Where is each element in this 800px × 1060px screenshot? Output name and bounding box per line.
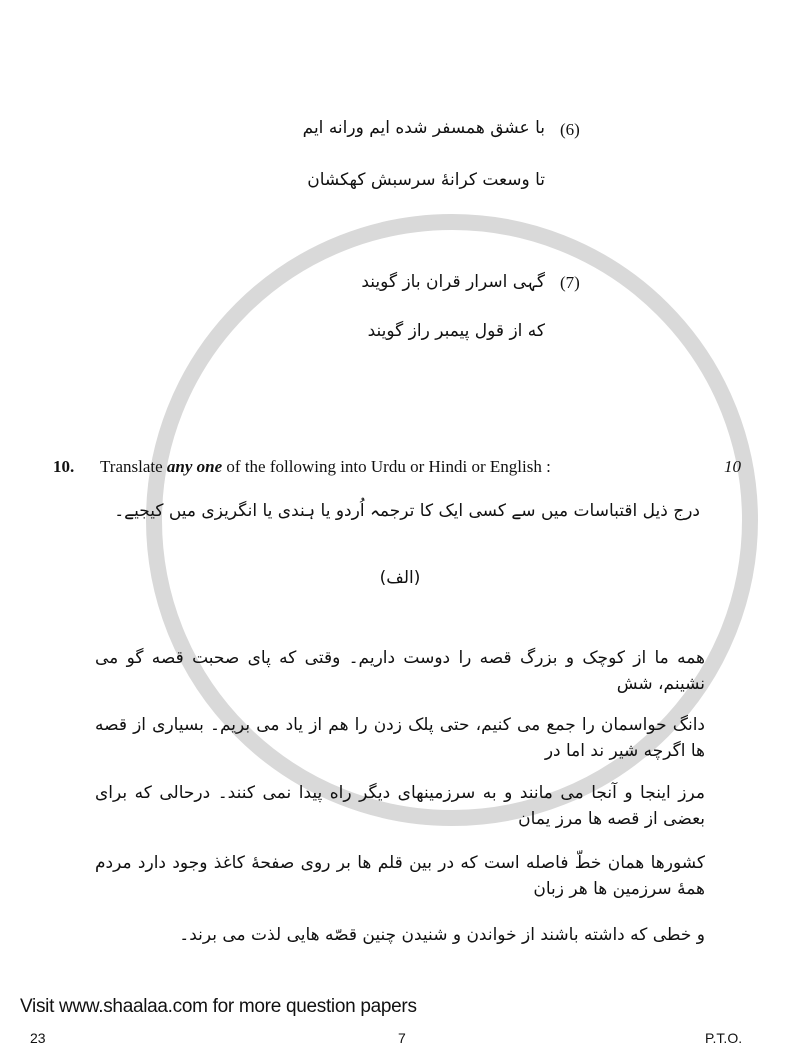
couplet-line: گہی اسرار قران باز گویند [361, 272, 545, 292]
page-number: 7 [398, 1030, 406, 1046]
passage-line: و خطی که داشته باشند از خواندن و شنیدن چنین قصّه هایی لذت می برند۔ [179, 925, 705, 945]
couplet-number: (6) [560, 120, 580, 139]
section-label: (الف) [379, 568, 421, 588]
passage-line: کشورها همان خطّ فاصله است که در بین قلم ها بر روی صفحهٔ کاغذ وجود دارد مردم همهٔ سرزمین ها هر زبان [95, 853, 705, 899]
passage-line: دانگ حواسمان را جمع می کنیم، حتی پلک زدن را هم از یاد می بریم۔ بسیاری از قصه ها اگرچه شیر ند اما در [95, 715, 705, 761]
question-text [100, 457, 551, 477]
passage-line: همه ما از کوچک و بزرگ قصه را دوست داریم۔ وقتی که پای صحبت قصه گو می نشینم، شش [95, 648, 705, 694]
couplet-number: (7) [560, 273, 580, 292]
question-number: 10. [53, 457, 75, 476]
shaalaa-link[interactable]: Visit www.shaalaa.com for more question papers [20, 996, 417, 1017]
couplet-line: با عشق همسفر شده ایم ورانه ایم [302, 118, 545, 138]
question-text-part: of the following into Urdu or Hindi or English : [222, 457, 551, 476]
pto-label: P.T.O. [705, 1030, 743, 1046]
question-text-part: Translate [100, 457, 167, 476]
couplet-line: که از قول پیمبر راز گویند [367, 321, 545, 341]
urdu-instruction: درج ذیل اقتباسات میں سے کسی ایک کا ترجمہ اُردو یا ہندی یا انگریزی میں کیجیے۔ [114, 501, 700, 521]
passage-line: مرز اینجا و آنجا می مانند و به سرزمینهای دیگر راه پیدا نمی کنند۔ درحالی که برای بعضی از قصه ها مرز یمان [95, 783, 705, 829]
question-emphasis: any one [166, 457, 223, 476]
paper-code: 23 [30, 1030, 46, 1046]
couplet-line: تا وسعت کرانهٔ سرسبش کهکشان [307, 170, 545, 190]
question-marks: 10 [724, 457, 741, 476]
